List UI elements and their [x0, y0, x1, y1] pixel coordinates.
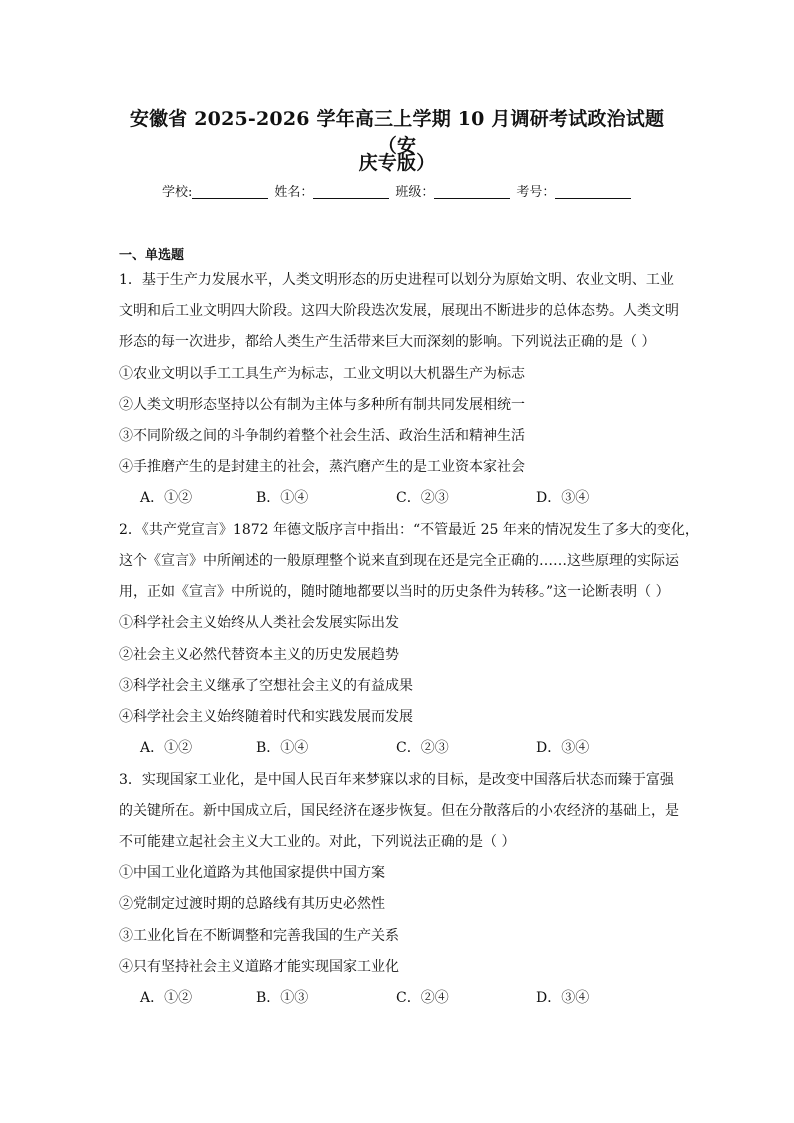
name-label: 姓名：	[274, 185, 314, 200]
question-stem-line: 用，正如《宣言》中所说的，随时随地都要以当时的历史条件为转移。”这一论断表明（ ）	[119, 584, 670, 600]
statement-item: ①中国工业化道路为其他国家提供中国方案	[119, 865, 385, 881]
statement-item: ④科学社会主义始终随着时代和实践发展而发展	[119, 709, 413, 725]
question-stem-line: 形态的每一次进步，都给人类生产生活带来巨大而深刻的影响。下列说法正确的是（ ）	[119, 334, 656, 350]
question-stem-line: 不可能建立起社会主义大工业的。对此，下列说法正确的是（ ）	[119, 834, 516, 850]
name-blank	[313, 184, 389, 199]
option-b[interactable]: B．①④	[256, 740, 309, 756]
class-blank	[434, 184, 510, 199]
class-label: 班级：	[395, 185, 435, 200]
option-c[interactable]: C．②③	[396, 490, 449, 506]
exam-title-line-2: 庆专版）	[358, 152, 436, 174]
option-d[interactable]: D．③④	[536, 740, 590, 756]
exam-title-line-1: 安徽省 2025-2026 学年高三上学期 10 月调研考试政治试题（安	[129, 108, 665, 157]
statement-item: ①科学社会主义始终从人类社会发展实际出发	[119, 615, 399, 631]
option-d[interactable]: D．③④	[536, 490, 590, 506]
option-a[interactable]: A．①②	[140, 490, 193, 506]
option-d[interactable]: D．③④	[536, 990, 590, 1006]
section-heading: 一、单选题	[119, 248, 185, 263]
statement-item: ③不同阶级之间的斗争制约着整个社会生活、政治生活和精神生活	[119, 428, 525, 444]
question-stem-line: 3．实现国家工业化，是中国人民百年来梦寐以求的目标，是改变中国落后状态而臻于富强	[119, 772, 674, 788]
question-stem-line: 这个《宣言》中所阐述的一般原理整个说来直到现在还是完全正确的……这些原理的实际运	[119, 553, 679, 569]
statement-item: ②人类文明形态坚持以公有制为主体与多种所有制共同发展相统一	[119, 397, 525, 413]
exam-number-label: 考号：	[516, 185, 556, 200]
school-blank	[192, 184, 268, 199]
question-stem-line: 2．《共产党宣言》1872 年德文版序言中指出：“不管最近 25 年来的情况发生了多大的变化，	[119, 522, 699, 538]
question-stem-line: 1．基于生产力发展水平，人类文明形态的历史进程可以划分为原始文明、农业文明、工业	[119, 272, 674, 288]
statement-item: ①农业文明以手工工具生产为标志，工业文明以大机器生产为标志	[119, 366, 525, 382]
statement-item: ④只有坚持社会主义道路才能实现国家工业化	[119, 959, 399, 975]
option-a[interactable]: A．①②	[140, 990, 193, 1006]
statement-item: ③科学社会主义继承了空想社会主义的有益成果	[119, 678, 413, 694]
statement-item: ②社会主义必然代替资本主义的历史发展趋势	[119, 647, 399, 663]
option-a[interactable]: A．①②	[140, 740, 193, 756]
exam-number-blank	[555, 184, 631, 199]
option-c[interactable]: C．②③	[396, 740, 449, 756]
question-stem-line: 文明和后工业文明四大阶段。这四大阶段迭次发展，展现出不断进步的总体态势。人类文明	[119, 303, 679, 319]
statement-item: ②党制定过渡时期的总路线有其历史必然性	[119, 896, 385, 912]
option-b[interactable]: B．①④	[256, 490, 309, 506]
school-label: 学校:	[162, 185, 193, 200]
statement-item: ④手推磨产生的是封建主的社会，蒸汽磨产生的是工业资本家社会	[119, 459, 525, 475]
option-c[interactable]: C．②④	[396, 990, 449, 1006]
question-stem-line: 的关键所在。新中国成立后，国民经济在逐步恢复。但在分散落后的小农经济的基础上，是	[119, 803, 679, 819]
student-info-row	[162, 181, 637, 200]
statement-item: ③工业化旨在不断调整和完善我国的生产关系	[119, 928, 399, 944]
option-b[interactable]: B．①③	[256, 990, 309, 1006]
